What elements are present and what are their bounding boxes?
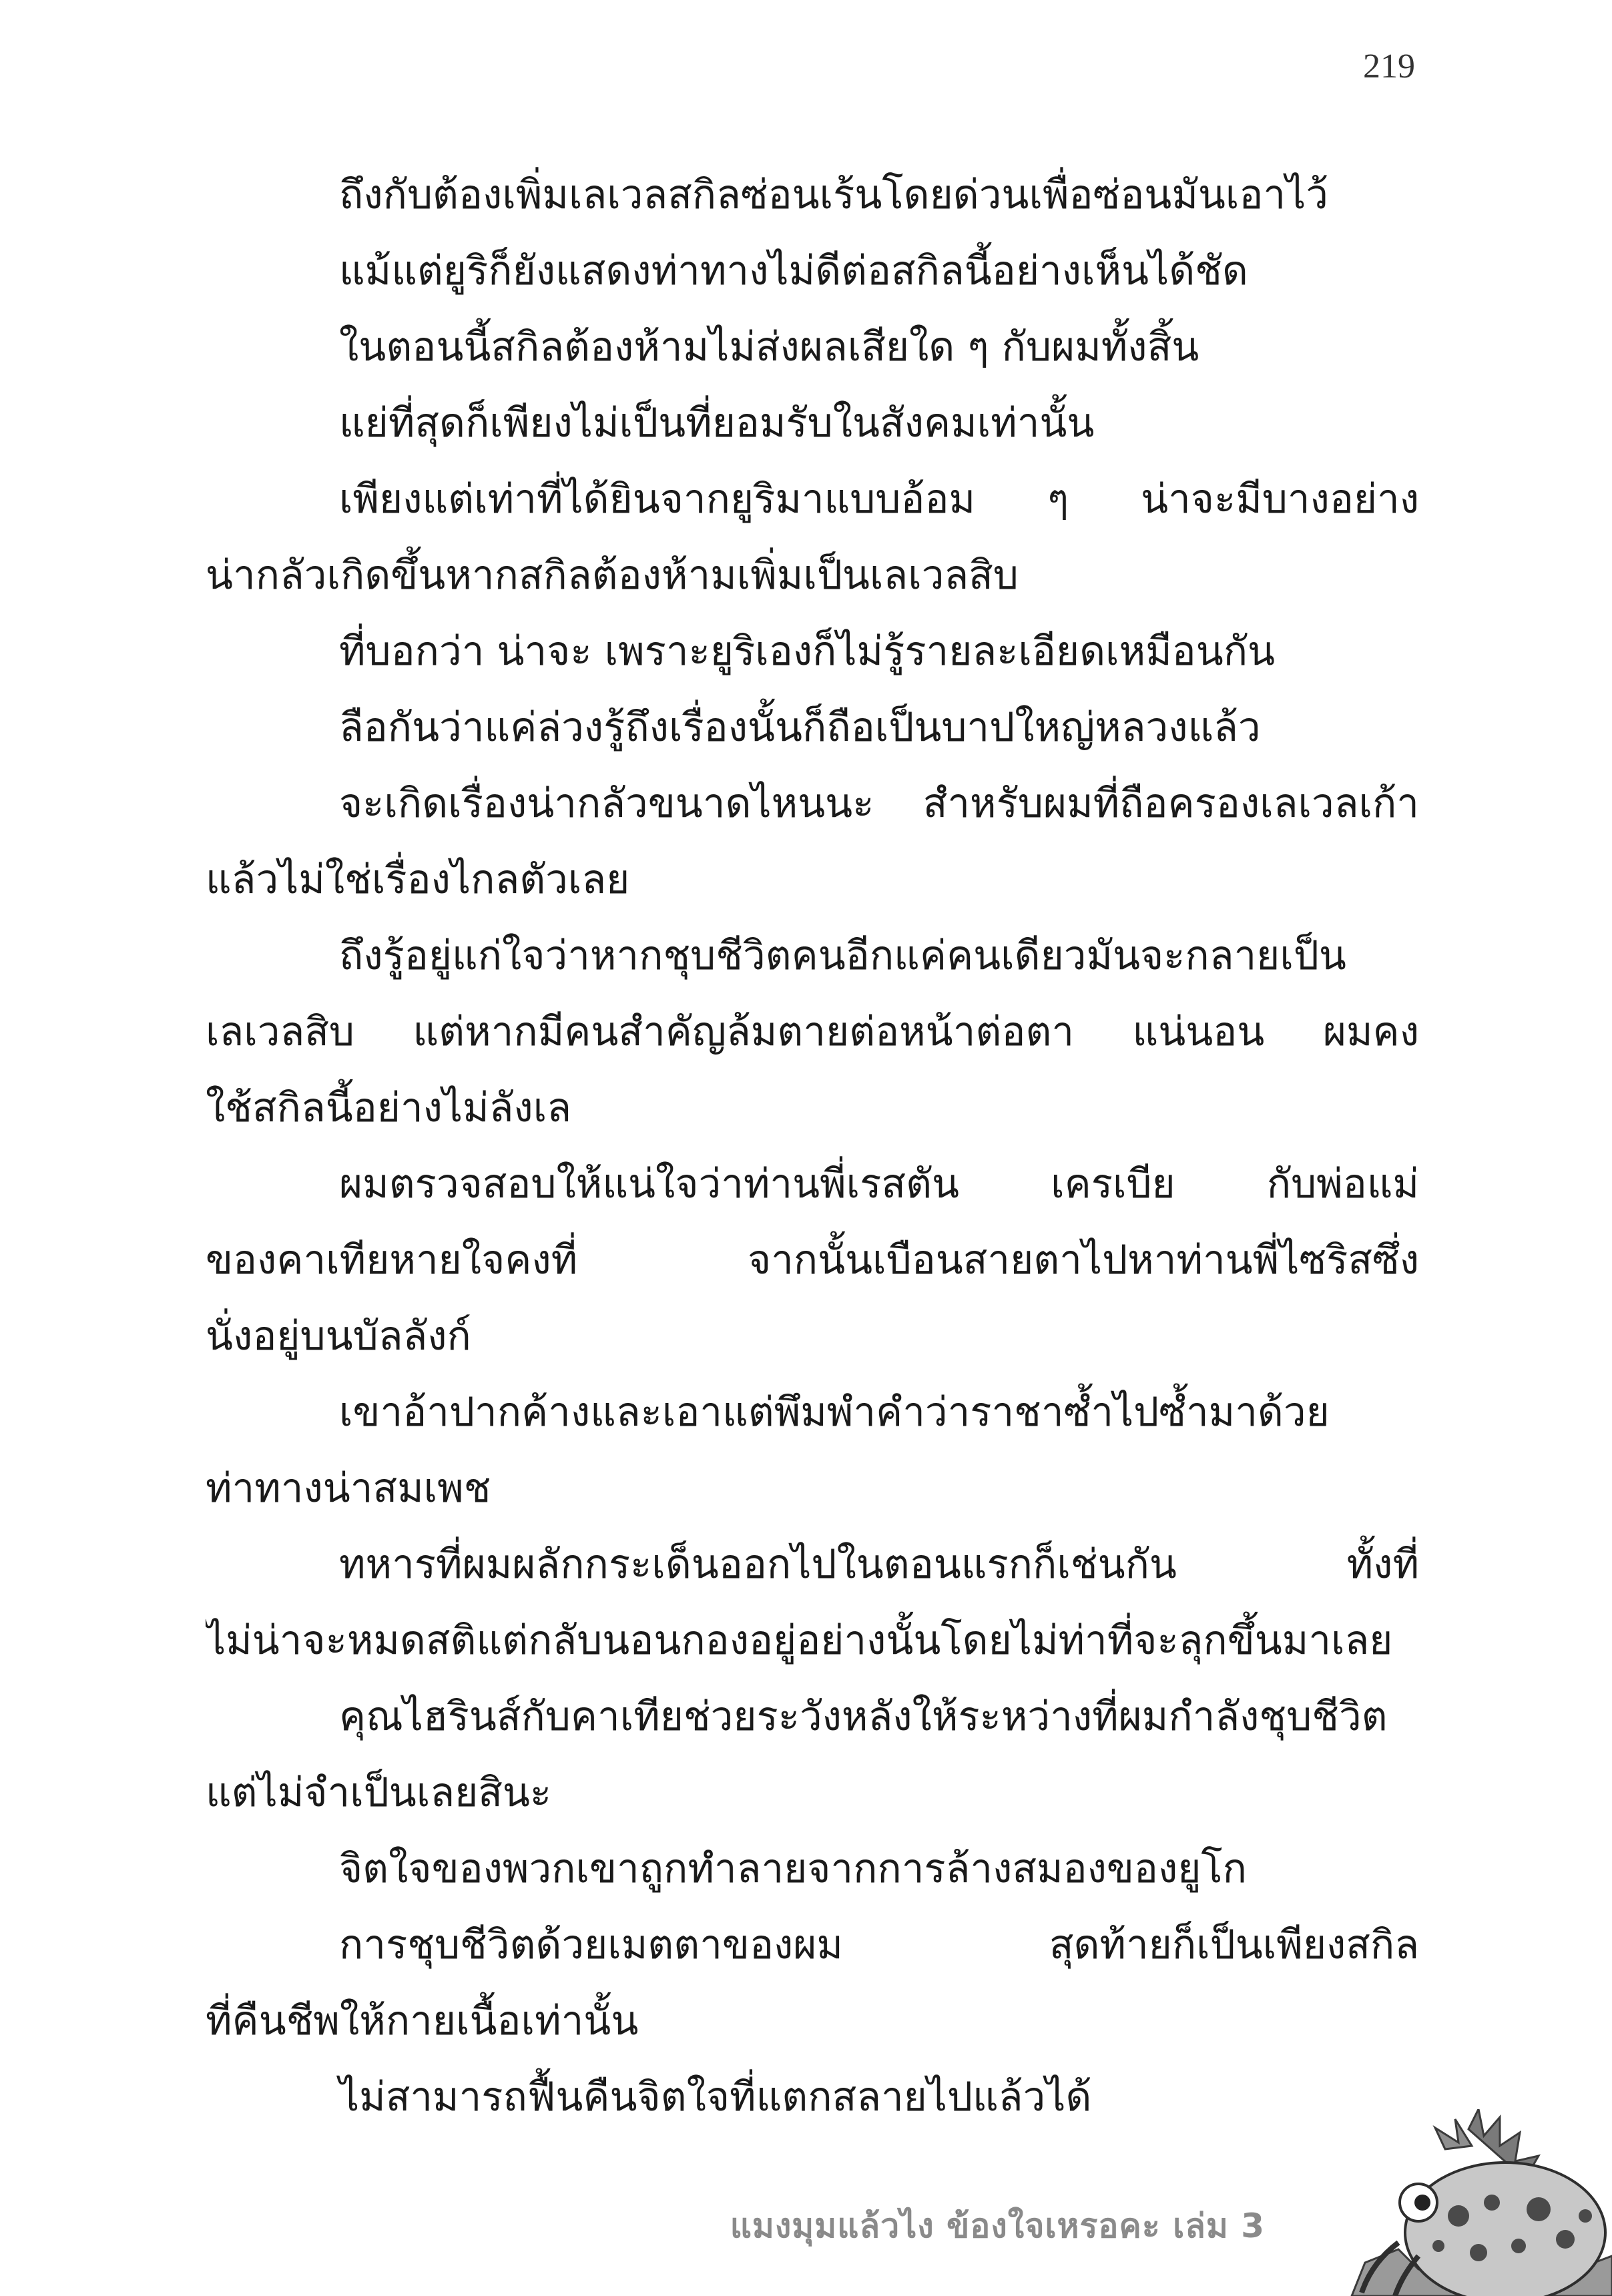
text-line: ของคาเทียหายใจคงที่ จากนั้นเบือนสายตาไปหาท่านพี่ไซริสซึ่ง [206,1237,1419,1283]
text-line: ถึงกับต้องเพิ่มเลเวลสกิลซ่อนเร้นโดยด่วนเพื่อซ่อนมันเอาไว้ [339,172,1328,218]
text-line: ผมตรวจสอบให้แน่ใจว่าท่านพี่เรสตัน เครเบีย กับพ่อแม่ [339,1161,1419,1207]
text-line: ใช้สกิลนี้อย่างไม่ลังเล [206,1085,571,1131]
text-line: ไม่สามารถฟื้นคืนจิตใจที่แตกสลายไปแล้วได้ [339,2074,1092,2120]
text-line: ถึงรู้อยู่แก่ใจว่าหากชุบชีวิตคนอีกแค่คนเดียวมันจะกลายเป็น [339,932,1346,979]
text-line: แล้วไม่ใช่เรื่องไกลตัวเลย [206,856,630,903]
text-line: เขาอ้าปากค้างและเอาแต่พึมพำคำว่าราชาซ้ำไปซ้ำมาด้วย [339,1389,1330,1436]
text-line: น่ากลัวเกิดขึ้นหากสกิลต้องห้ามเพิ่มเป็นเลเวลสิบ [206,552,1019,599]
text-line: ไม่น่าจะหมดสติแต่กลับนอนกองอยู่อย่างนั้นโดยไม่ท่าที่จะลุกขึ้นมาเลย [206,1617,1393,1664]
text-line: ที่คืนชีพให้กายเนื้อเท่านั้น [206,1998,639,2044]
text-line: เลเวลสิบ แต่หากมีคนสำคัญล้มตายต่อหน้าต่อตา แน่นอน ผมคง [206,1009,1419,1055]
text-line: ในตอนนี้สกิลต้องห้ามไม่ส่งผลเสียใด ๆ กับผมทั้งสิ้น [339,324,1199,370]
text-line: การชุบชีวิตด้วยเมตตาของผม สุดท้ายก็เป็นเพียงสกิล [339,1922,1419,1968]
text-line: จะเกิดเรื่องน่ากลัวขนาดไหนนะ สำหรับผมที่ถือครองเลเวลเก้า [339,780,1419,827]
text-line: ทหารที่ผมผลักกระเด็นออกไปในตอนแรกก็เช่นกัน ทั้งที่ [339,1541,1419,1588]
text-line: คุณไฮรินส์กับคาเทียช่วยระวังหลังให้ระหว่างที่ผมกำลังชุบชีวิต [339,1693,1388,1740]
text-line: ที่บอกว่า น่าจะ เพราะยูริเองก็ไม่รู้รายละเอียดเหมือนกัน [339,628,1276,675]
footer [0,2096,1612,2296]
text-line: แต่ไม่จำเป็นเลยสินะ [206,1769,552,1816]
text-line: จิตใจของพวกเขาถูกทำลายจากการล้างสมองของยูโก [339,1845,1247,1892]
text-line: แม้แต่ยูริก็ยังแสดงท่าทางไม่ดีต่อสกิลนี้อย่างเห็นได้ชัด [339,248,1248,294]
text-line: เพียงแต่เท่าที่ได้ยินจากยูริมาแบบอ้อม ๆ น่าจะมีบางอย่าง [339,476,1419,523]
page-number: 219 [1363,47,1415,85]
text-line: ลือกันว่าแค่ล่วงรู้ถึงเรื่องนั้นก็ถือเป็นบาปใหญ่หลวงแล้ว [339,704,1261,751]
text-line: นั่งอยู่บนบัลลังก์ [206,1313,471,1360]
mascot-illustration [1325,2109,1612,2296]
body-text [206,157,1419,2135]
book-title: แมงมุมแล้วไง ข้องใจเหรอคะ เล่ม 3 [730,2207,1265,2245]
text-line: ท่าทางน่าสมเพช [206,1465,491,1512]
text-line: แย่ที่สุดก็เพียงไม่เป็นที่ยอมรับในสังคมเท่านั้น [339,400,1095,447]
